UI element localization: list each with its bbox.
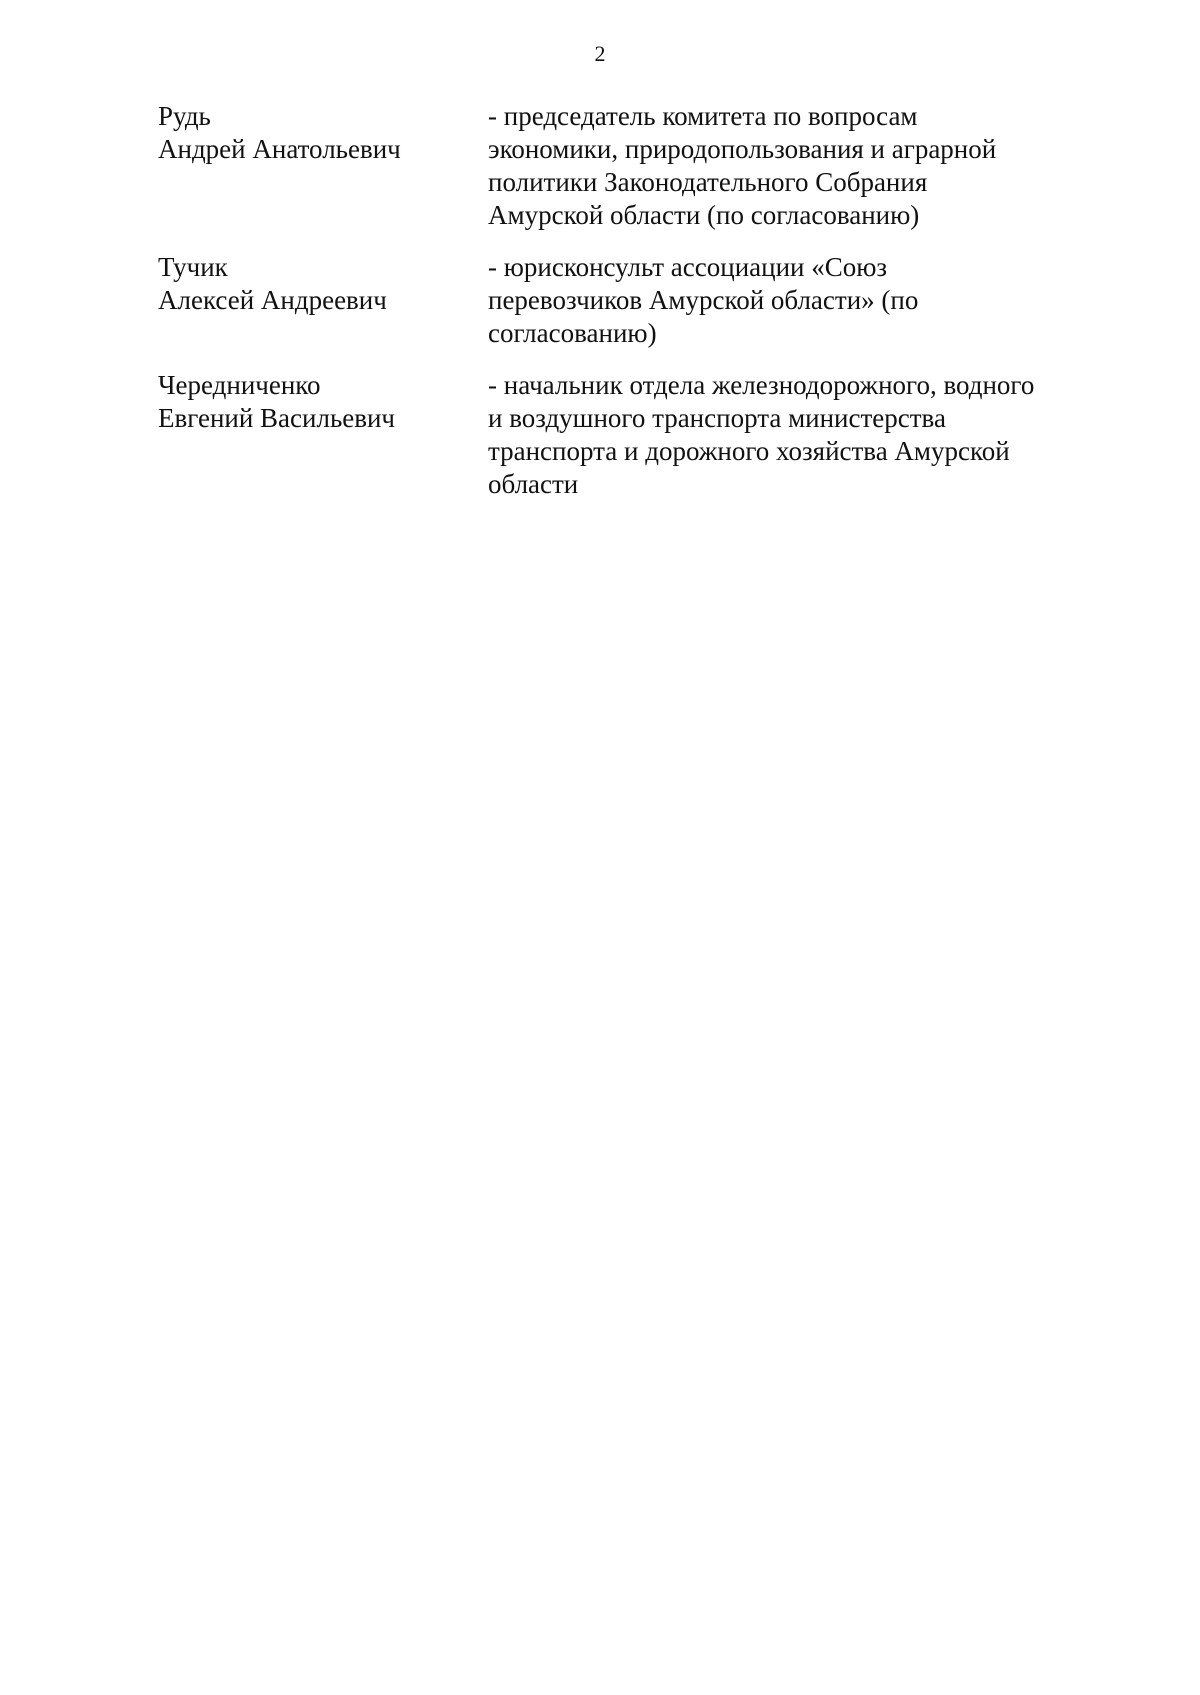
member-position <box>488 100 1108 232</box>
position-line: политики Законодательного Собрания <box>488 167 928 197</box>
member-name <box>158 100 488 232</box>
member-surname: Тучик <box>158 252 228 282</box>
member-entry-cherednichenko <box>158 369 1108 501</box>
member-surname: Рудь <box>158 101 211 131</box>
member-entry-tuchik <box>158 251 1108 350</box>
position-line: транспорта и дорожного хозяйства Амурской <box>488 436 1010 466</box>
member-name <box>158 251 488 350</box>
member-list <box>158 100 1108 501</box>
position-line: - юрисконсульт ассоциации «Союз <box>488 252 888 282</box>
position-line: - начальник отдела железнодорожного, водного <box>488 370 1035 400</box>
member-name <box>158 369 488 501</box>
page-number: 2 <box>594 41 606 66</box>
member-entry-rud <box>158 100 1108 232</box>
member-given-names: Алексей Андреевич <box>158 285 387 315</box>
position-line: экономики, природопользования и аграрной <box>488 134 997 164</box>
member-surname: Чередниченко <box>158 370 321 400</box>
position-line: согласованию) <box>488 318 657 348</box>
position-line: перевозчиков Амурской области» (по <box>488 285 919 315</box>
member-given-names: Андрей Анатольевич <box>158 134 401 164</box>
member-position <box>488 251 1108 350</box>
member-given-names: Евгений Васильевич <box>158 403 396 433</box>
position-line: - председатель комитета по вопросам <box>488 101 918 131</box>
position-line: Амурской области (по согласованию) <box>488 200 920 230</box>
member-position <box>488 369 1108 501</box>
position-line: области <box>488 469 579 499</box>
position-line: и воздушного транспорта министерства <box>488 403 946 433</box>
